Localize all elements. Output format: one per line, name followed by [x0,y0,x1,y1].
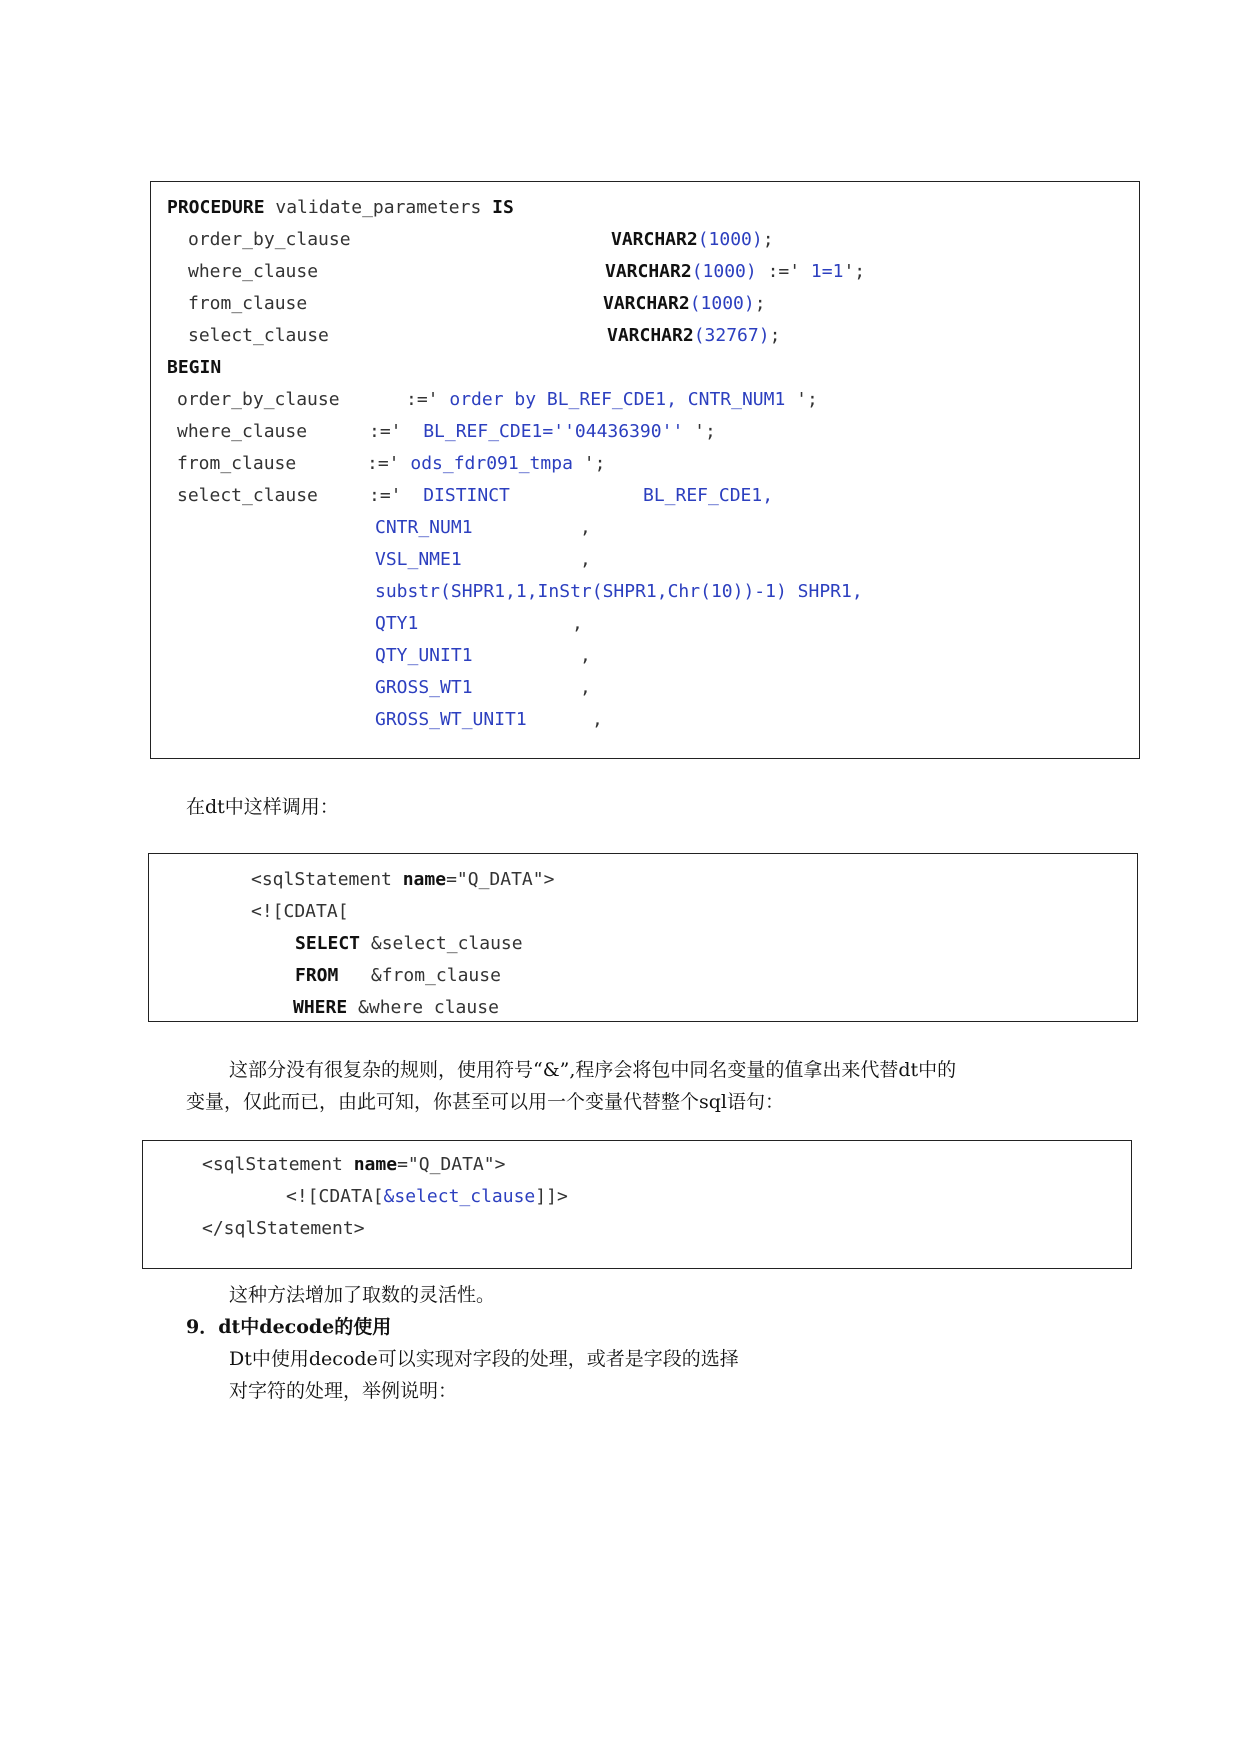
code-block-whole-sql [142,1140,1132,1269]
assign-var: order_by_clause [177,389,340,410]
decl-var: from_clause [188,293,308,314]
assign-var: where_clause [177,421,308,442]
column-comma: , [580,549,591,570]
column-comma: , [580,677,591,698]
assign-value: :=' DISTINCT [369,485,510,506]
column-comma: , [580,517,591,538]
assign-value: :=' BL_REF_CDE1=''04436390'' '; [369,421,716,442]
column-name: substr(SHPR1,1,InStr(SHPR1,Chr(10))-1) SHPR1, [375,581,863,602]
code-line: <![CDATA[ [251,901,349,922]
code-line: WHERE &where clause [293,997,499,1018]
code-block-procedure [150,181,1140,759]
paragraph-decode-line-2: 对字符的处理，举例说明： [229,1380,458,1402]
code-line: </sqlStatement> [202,1218,365,1239]
paragraph-flexibility: 这种方法增加了取数的灵活性。 [229,1284,496,1306]
column-comma: , [580,645,591,666]
code-line: FROM &from_clause [295,965,501,986]
code-line: <sqlStatement name="Q_DATA"> [251,869,555,890]
column-name: QTY_UNIT1 [375,645,473,666]
decl-type: VARCHAR2(1000); [603,293,766,314]
column-comma: , [592,709,603,730]
decl-var: select_clause [188,325,329,346]
decl-type: VARCHAR2(1000); [611,229,774,250]
decl-type: VARCHAR2(32767); [607,325,781,346]
assign-value: :=' order by BL_REF_CDE1, CNTR_NUM1 '; [406,389,818,410]
column-name: VSL_NME1 [375,549,462,570]
column-name: CNTR_NUM1 [375,517,473,538]
column-name: QTY1 [375,613,419,634]
select-first-column: BL_REF_CDE1, [643,485,774,506]
keyword-procedure: PROCEDURE [167,197,265,218]
assign-var: from_clause [177,453,297,474]
procedure-name: validate_parameters [264,197,493,218]
column-comma: , [572,613,583,634]
paragraph-rule-line-1: 这部分没有很复杂的规则，使用符号“&”,程序会将包中同名变量的值拿出来代替dt中的 [229,1059,957,1081]
code-block-sql-statement [148,853,1138,1022]
keyword-is: IS [492,197,514,218]
code-line-procedure [167,192,514,224]
code-line: <sqlStatement name="Q_DATA"> [202,1154,506,1175]
decl-var: where_clause [188,261,319,282]
paragraph-rule-line-2: 变量，仅此而已，由此可知，你甚至可以用一个变量代替整个sql语句： [186,1091,784,1113]
keyword-begin: BEGIN [167,357,222,378]
code-line: SELECT &select_clause [295,933,523,954]
decl-var: order_by_clause [188,229,351,250]
code-line: <![CDATA[&select_clause]]> [286,1186,568,1207]
paragraph-call-intro: 在dt中这样调用： [186,796,339,818]
assign-value: :=' ods_fdr091_tmpa '; [367,453,606,474]
assign-var: select_clause [177,485,318,506]
column-name: GROSS_WT1 [375,677,473,698]
decl-type: VARCHAR2(1000) :=' 1=1'; [605,261,866,282]
section-heading-9: 9．dt中decode的使用 [186,1316,392,1338]
paragraph-decode-line-1: Dt中使用decode可以实现对字段的处理，或者是字段的选择 [229,1348,739,1370]
column-name: GROSS_WT_UNIT1 [375,709,527,730]
